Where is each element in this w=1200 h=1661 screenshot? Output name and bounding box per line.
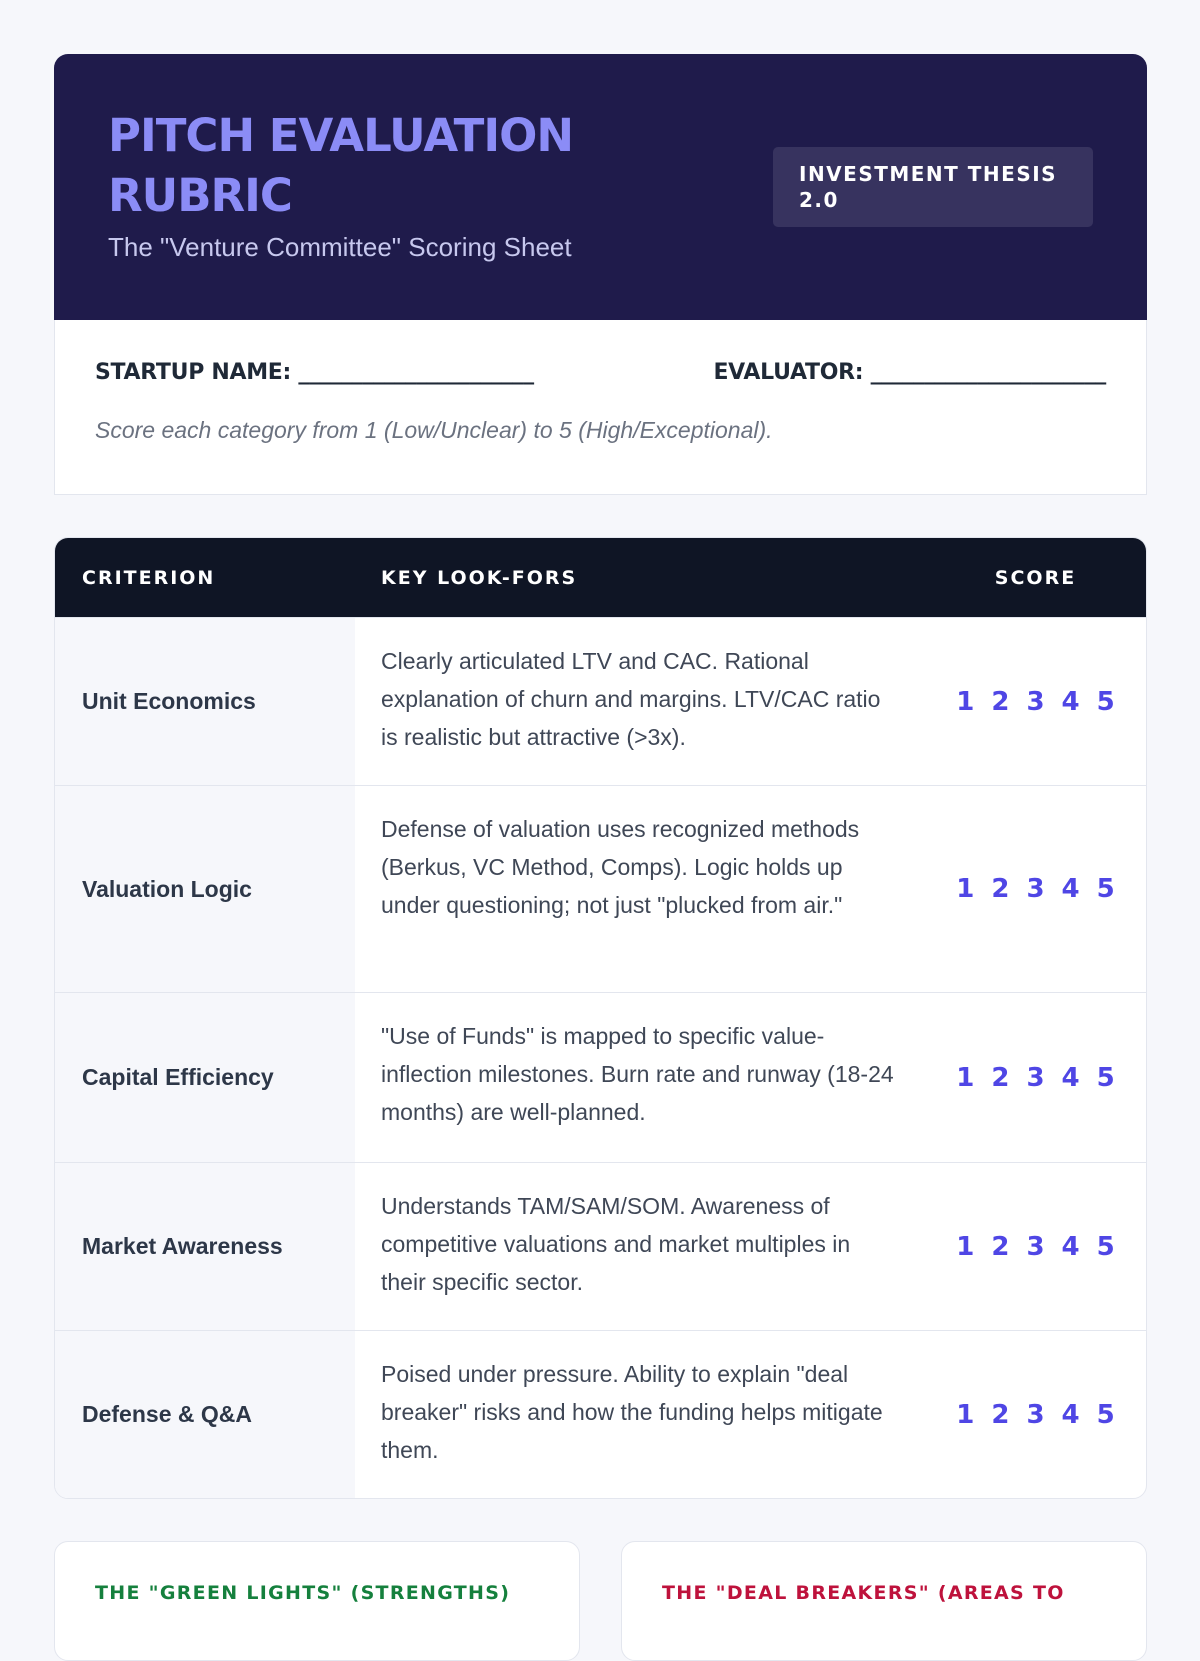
score-options [925,993,1146,1162]
summary-cards [54,1541,1147,1661]
criterion-cell: Unit Economics [55,618,355,785]
score-option-4[interactable]: 4 [1061,874,1080,904]
score-option-3[interactable]: 3 [1026,1062,1045,1093]
rubric-sheet [54,54,1147,1661]
criterion-cell: Defense & Q&A [55,1331,355,1498]
criterion-cell: Market Awareness [55,1163,355,1330]
lookfors-cell: Clearly articulated LTV and CAC. Rational explanation of churn and margins. LTV/CAC ratio is realistic but attractive (>3x). [381,648,881,750]
table-row [55,1330,1146,1498]
startup-name-field[interactable]: STARTUP NAME: ______________________ [95,360,534,385]
score-option-2[interactable]: 2 [991,1399,1010,1430]
lookfors-cell: Understands TAM/SAM/SOM. Awareness of competitive valuations and market multiples in their specific sector. [381,1193,851,1295]
score-option-2[interactable]: 2 [991,1231,1010,1262]
scoring-instructions: Score each category from 1 (Low/Unclear) to 5 (High/Exceptional). [95,417,773,443]
header-lookfors: KEY LOOK-FORS [381,566,578,589]
page-title: PITCH EVALUATION RUBRIC [108,109,574,222]
score-option-3[interactable]: 3 [1026,874,1045,904]
score-option-1[interactable]: 1 [956,686,975,717]
score-option-4[interactable]: 4 [1061,686,1080,717]
table-header [55,538,1146,617]
score-option-5[interactable]: 5 [1096,1399,1115,1430]
score-options [925,1163,1146,1330]
header-band [54,54,1147,320]
score-option-4[interactable]: 4 [1061,1399,1080,1430]
score-option-4[interactable]: 4 [1061,1231,1080,1262]
table-row [55,1162,1146,1330]
score-option-1[interactable]: 1 [956,1399,975,1430]
table-row [55,992,1146,1162]
score-option-1[interactable]: 1 [956,874,975,904]
rubric-table [54,537,1147,1499]
score-option-5[interactable]: 5 [1096,1062,1115,1093]
score-option-4[interactable]: 4 [1061,1062,1080,1093]
lookfors-cell: Defense of valuation uses recognized methods (Berkus, VC Method, Comps). Logic holds up under questioning; not just "plucked from air." [381,816,860,918]
score-option-2[interactable]: 2 [991,874,1010,904]
score-options [925,786,1146,992]
score-option-1[interactable]: 1 [956,1231,975,1262]
score-option-3[interactable]: 3 [1026,686,1045,717]
header-criterion: CRITERION [82,566,216,589]
table-row [55,785,1146,992]
criterion-cell: Valuation Logic [55,786,355,992]
score-option-2[interactable]: 2 [991,1062,1010,1093]
score-option-1[interactable]: 1 [956,1062,975,1093]
table-body [55,617,1146,1498]
score-option-2[interactable]: 2 [991,686,1010,717]
score-options [925,618,1146,785]
evaluator-field[interactable]: EVALUATOR: ______________________ [713,360,1106,385]
score-option-3[interactable]: 3 [1026,1399,1045,1430]
header-score: SCORE [994,566,1077,589]
score-option-3[interactable]: 3 [1026,1231,1045,1262]
info-box [54,320,1147,495]
deal-breakers-card: THE "DEAL BREAKERS" (AREAS TO [621,1541,1147,1661]
strengths-card: THE "GREEN LIGHTS" (STRENGTHS) [54,1541,580,1661]
lookfors-cell: Poised under pressure. Ability to explain "deal breaker" risks and how the funding helps mitigate them. [381,1361,883,1463]
thesis-badge: INVESTMENT THESIS 2.0 [773,147,1093,227]
page-subtitle: The "Venture Committee" Scoring Sheet [108,232,572,262]
criterion-cell: Capital Efficiency [55,993,355,1162]
score-option-5[interactable]: 5 [1096,1231,1115,1262]
score-options [925,1331,1146,1498]
score-option-5[interactable]: 5 [1096,874,1115,904]
table-row [55,617,1146,785]
lookfors-cell: "Use of Funds" is mapped to specific value-inflection milestones. Burn rate and runway (18-24 months) are well-planned. [381,1023,894,1125]
score-option-5[interactable]: 5 [1096,686,1115,717]
